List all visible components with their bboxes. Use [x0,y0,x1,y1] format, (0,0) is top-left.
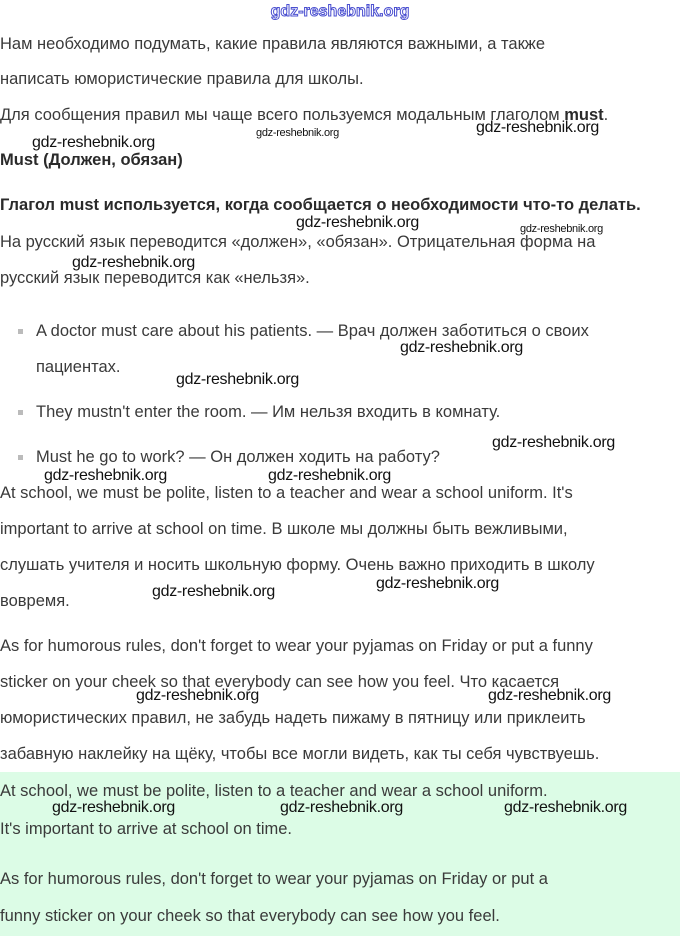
final-line: As for humorous rules, don't forget to wear your pyjamas on Friday or put a [0,870,548,888]
intro-line: написать юмористические правила для школы. [0,70,364,88]
answer-line: As for humorous rules, don't forget to wear your pyjamas on Friday or put a funny [0,637,593,655]
answer-line: вовремя. [0,592,70,610]
keyword-must: must [564,106,604,124]
intro-line: Нам необходимо подумать, какие правила являются важными, а также [0,35,546,53]
section-heading: Must (Должен, обязан) [0,151,183,169]
translation-line: русский язык переводится как «нельзя». [0,269,310,287]
answer-line: sticker on your cheek so that everybody can see how you feel. Что касается [0,673,560,691]
bullet-icon [18,410,23,415]
answer-line: At school, we must be polite, listen to a teacher and wear a school uniform. It's [0,484,573,502]
answer-line: забавную наклейку на щёку, чтобы все могли видеть, как ты себя чувствуешь. [0,745,600,763]
answer-line: слушать учителя и носить школьную форму. Очень важно приходить в школу [0,556,595,574]
text: . [603,106,609,124]
translation-line: На русский язык переводится «должен», «обязан». Отрицательная форма на [0,233,596,251]
example-item: They mustn't enter the room. — Им нельзя входить в комнату. [36,403,501,421]
final-line: It's important to arrive at school on time. [0,820,293,838]
example-item: Must he go to work? — Он должен ходить на работу? [36,448,440,466]
watermark: gdz-reshebnik.org [32,134,155,151]
watermark: gdz-reshebnik.org [400,339,523,356]
final-line: At school, we must be polite, listen to a teacher and wear a school uniform. [0,782,548,800]
watermark: gdz-reshebnik.org [176,371,299,388]
watermark: gdz-reshebnik.org [492,434,615,451]
final-line: funny sticker on your cheek so that everybody can see how you feel. [0,907,500,925]
watermark: gdz-reshebnik.org [280,799,403,816]
watermark: gdz-reshebnik.org [152,583,275,600]
text: Для сообщения правил мы чаще всего пользуемся модальным глаголом [0,106,565,124]
watermark: gdz-reshebnik.org [296,214,419,231]
watermark: gdz-reshebnik.org [268,467,391,484]
watermark: gdz-reshebnik.org [520,223,603,235]
bullet-icon [18,329,23,334]
answer-line: юмористических правил, не забудь надеть пижаму в пятницу или приклеить [0,709,586,727]
watermark: gdz-reshebnik.org [376,575,499,592]
rule-text: Глагол must используется, когда сообщается о необходимости что-то делать. [0,196,641,214]
watermark: gdz-reshebnik.org [476,119,599,136]
watermark: gdz-reshebnik.org [72,254,195,271]
watermark: gdz-reshebnik.org [136,687,259,704]
watermark: gdz-reshebnik.org [44,467,167,484]
watermark: gdz-reshebnik.org [256,127,339,139]
watermark: gdz-reshebnik.org [488,687,611,704]
bullet-icon [18,455,23,460]
watermark: gdz-reshebnik.org [52,799,175,816]
watermark: gdz-reshebnik.org [504,799,627,816]
answer-line: important to arrive at school on time. В школе мы должны быть вежливыми, [0,520,568,538]
site-watermark-header: gdz-reshebnik.org [270,3,410,20]
example-item: пациентах. [36,358,121,376]
example-item: A doctor must care about his patients. — Врач должен заботиться о своих [36,322,589,340]
